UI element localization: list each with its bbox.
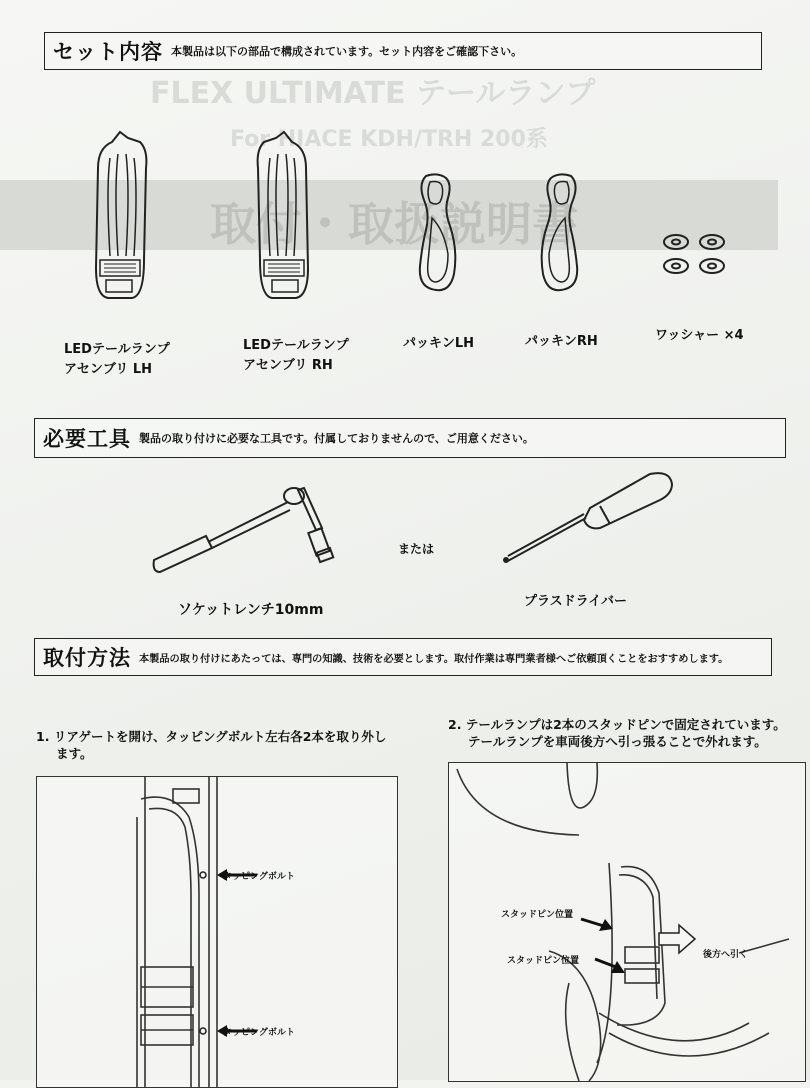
phillips-screwdriver-illustration — [500, 470, 680, 570]
ghost-title: FLEX ULTIMATE テールランプ — [150, 76, 596, 111]
set-contents-title: セット内容 — [53, 40, 163, 64]
tools-header — [34, 418, 786, 458]
set-contents-header — [44, 32, 762, 70]
install-description: 本製品の取り付けにあたっては、専門の知識、技術を必要とします。取付作業は専門業者様へご依頼頂くことをおすすめします。 — [139, 653, 729, 665]
install-title: 取付方法 — [43, 646, 131, 670]
tool-label-screwdriver: プラスドライバー — [524, 594, 627, 609]
callout-tapping-bolt-lower: タッピングボルト — [223, 1028, 295, 1038]
set-contents-description: 本製品は以下の部品で構成されています。セット内容をご確認下さい。 — [171, 45, 523, 58]
step-1-figure — [36, 776, 398, 1088]
tool-label-socket-wrench: ソケットレンチ10mm — [178, 602, 324, 618]
item-label-lamp-rh: LEDテールランプ アセンブリ RH — [243, 338, 349, 373]
packing-rh-illustration — [535, 170, 585, 296]
tail-lamp-removal-illustration — [449, 763, 805, 1081]
ghost-subtitle: For HIACE KDH/TRH 200系 — [230, 127, 548, 152]
washers-illustration — [660, 230, 730, 280]
callout-stud-pin-lower: スタッドピン位置 — [507, 956, 580, 966]
callout-tapping-bolt-upper: タッピングボルト — [223, 872, 295, 882]
item-label-lamp-lh: LEDテールランプ アセンブリ LH — [64, 342, 170, 377]
callout-pull-backward: 後方へ引く — [703, 950, 749, 960]
led-tail-lamp-lh-illustration — [90, 128, 154, 304]
step-1-text: 1. リアゲートを開け、タッピングボルト左右各2本を取り外し ます。 — [36, 729, 387, 761]
rear-gate-illustration — [37, 777, 397, 1087]
item-label-washer: ワッシャー ×4 — [655, 328, 744, 343]
item-label-packing-lh: パッキンLH — [403, 336, 475, 351]
step-2-figure — [448, 762, 806, 1082]
item-label-packing-rh: パッキンRH — [525, 334, 598, 349]
ghost-heading: 取付・取扱説明書 — [210, 197, 578, 251]
socket-wrench-illustration — [148, 472, 348, 582]
install-header — [34, 638, 772, 676]
tools-description: 製品の取り付けに必要な工具です。付属しておりませんので、ご用意ください。 — [139, 432, 534, 445]
step-2-text: 2. テールランプは2本のスタッドピンで固定されています。 テールランプを車両後方へ引っ張ることで外れます。 — [448, 717, 786, 749]
tools-title: 必要工具 — [43, 427, 131, 451]
led-tail-lamp-rh-illustration — [250, 128, 314, 304]
callout-stud-pin-upper: スタッドピン位置 — [501, 910, 574, 920]
packing-lh-illustration — [412, 170, 462, 296]
tools-or-label: または — [398, 542, 435, 556]
